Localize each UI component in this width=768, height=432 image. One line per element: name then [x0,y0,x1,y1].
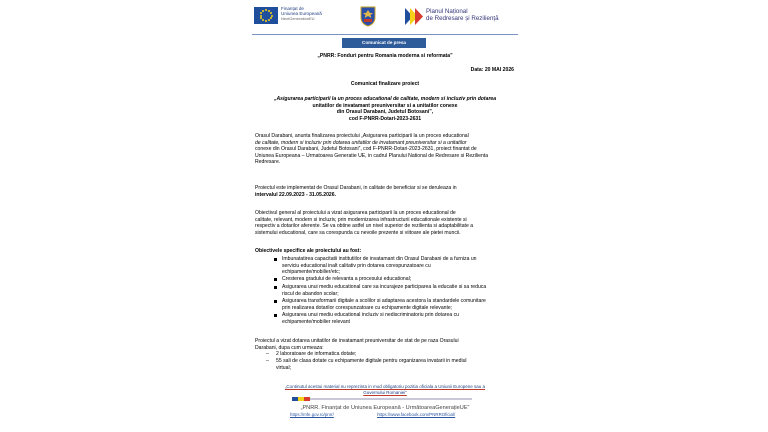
eu-star-icon [271,15,273,17]
eu-star-icon [260,15,262,17]
romania-coat-of-arms-icon [359,5,377,27]
eu-logo-subtitle: NextGenerationEU [281,16,315,22]
pnrr-line-1: Planul Național [426,8,468,15]
bullet-icon [274,314,277,317]
press-release-page: Finanțat de Uniunea Europeană NextGenerationEU Planul Național de Redresare și Reziliență Comunicat de presa „PNRR: Fonduri pentru Romania moderna si reformata” Data: 20 MAI 2026 Comunicat finalizare proiect „Asigurarea participarii la un proces educational de calitate, modern si incluziv prin dotarea unitatilor de invatamant preuniversitar si a unitatilor conexe din Orasul Darabani, Judetul Botosani”, cod F-PNRR-Dotari-2023-2631 Orasul Darabani, anunta finalizarea proiectului „Asigurarea participarii la un proces educational de calitate, modern si incluziv prin dotarea unitatilor de invatamant preuniversitar si a unitatilor conexe din Orasul Darabani, Judetul Botosani”, cod F-PNRR-Dotari-2023-2631, proiect finantat de Uniunea Europeana – Urmatoarea Generatie UE, in cadrul Planului National de Redresare si Rezilienta Redresare. Proiectul este implementat de Orasul Darabani, in calitate de beneficiar si se deruleaza in intervalul 22.09.2023 - 31.05.2026. Obiectivul general al proiectului a vizat asigurarea participarii la un proces educational de calitate, relevant, modern si incluziv, prin modernizarea infrastructurii educationale existente si respectiv a dotarilor aferente. Se va obtine astfel un nivel superior de rezilienta si adaptabilitate a sistemului educational, care sa corespunda cu nevoile prezente si viitoare ale pietei muncii. Obiectivele specifice ale proiectului au fost: Imbunatatirea capacitatii institutiilor de invatamant din Orasul Darabani de a furniza un serviciu educational inalt calitativ prin dotarea corespunzatoare cu echipamente/mobilier/etc; Cresterea gradului de relevanta a procesului educational; Asigurarea unui mediu educational care sa incurajeze participarea la educatie si sa reduca riscul de abandon scolar; Asigurarea transformarii digitale a scolilor si adaptarea acestora la standardele comunitare prin realizarea dotarilor corespunzatoare cu echipamente digitale relevante; Asigurarea unui mediu educational incluziv si nediscriminatoriu prin dotarea cu echipamente/mobilier relevant Proiectul a vizat dotarea unitatilor de invatamant preuniversitar de stat de pe raza Orasului Darabani, dupa cum urmeaza: – 2 laboratoare de informatica dotate; – 55 sali de clasa dotate cu echipamente digitale pentru organizarea invatarii in mediul virtual; „Continutul acestui material nu reprezinta in mod obligatoriu pozitia oficiala a Uniunii Europene sau a Guvernului Romaniei” „PNRR. Finanțat de Uniunea Europeană - UrmătoareaGenerațieUE” https://mfe.gov.ro/pnrr/ https://www.facebook.com/PNRROficial/ [252,0,518,432]
bullet-icon [274,278,277,281]
slogan: „PNRR: Fonduri pentru Romania moderna si reformata” [317,53,453,59]
bullet-icon [274,300,277,303]
eu-star-icon [268,19,270,21]
eu-star-icon [265,20,267,22]
eu-funding-logo [254,5,342,29]
eu-star-icon [262,19,264,21]
pnrr-line-2: de Redresare și Reziliență [426,15,499,22]
footer-link-facebook[interactable]: https://www.facebook.com/PNRROficial/ [377,412,456,417]
press-release-banner: Comunicat de presa [342,38,426,48]
footer-divider [292,398,472,400]
eu-logo-line-2: Uniunea Europeană [281,11,322,17]
header-divider [252,34,518,35]
eu-star-icon [265,9,267,11]
pnrr-logo [405,5,517,29]
footer-funding-note: „PNRR. Finanțat de Uniunea Europeană - UrmătoareaGenerațieUE” [300,405,470,411]
bullet-icon [274,258,277,261]
logo-header [252,0,518,34]
footer-link-mfe[interactable]: https://mfe.gov.ro/pnrr/ [290,412,334,417]
eu-logo-line-1: Finanțat de [281,6,304,11]
footer-links [290,412,508,417]
disclaimer: „Continutul acestui material nu reprezinta in mod obligatoriu pozitia oficiala a Uniunii Europene sau a Guvernului Romaniei” [284,384,486,395]
eu-flag-icon [254,7,278,24]
eu-star-icon [270,12,272,14]
section-title: Comunicat finalizare proiect [350,81,420,87]
pnrr-arrow-icon [405,8,423,25]
eu-star-icon [270,17,272,19]
specific-objectives-title: Obiectivele specifice ale proiectului au fost: [255,248,362,254]
eu-star-icon [262,10,264,12]
release-date: Data: 20 MAI 2026 [470,67,514,73]
bullet-icon [274,286,277,289]
eu-star-icon [260,12,262,14]
